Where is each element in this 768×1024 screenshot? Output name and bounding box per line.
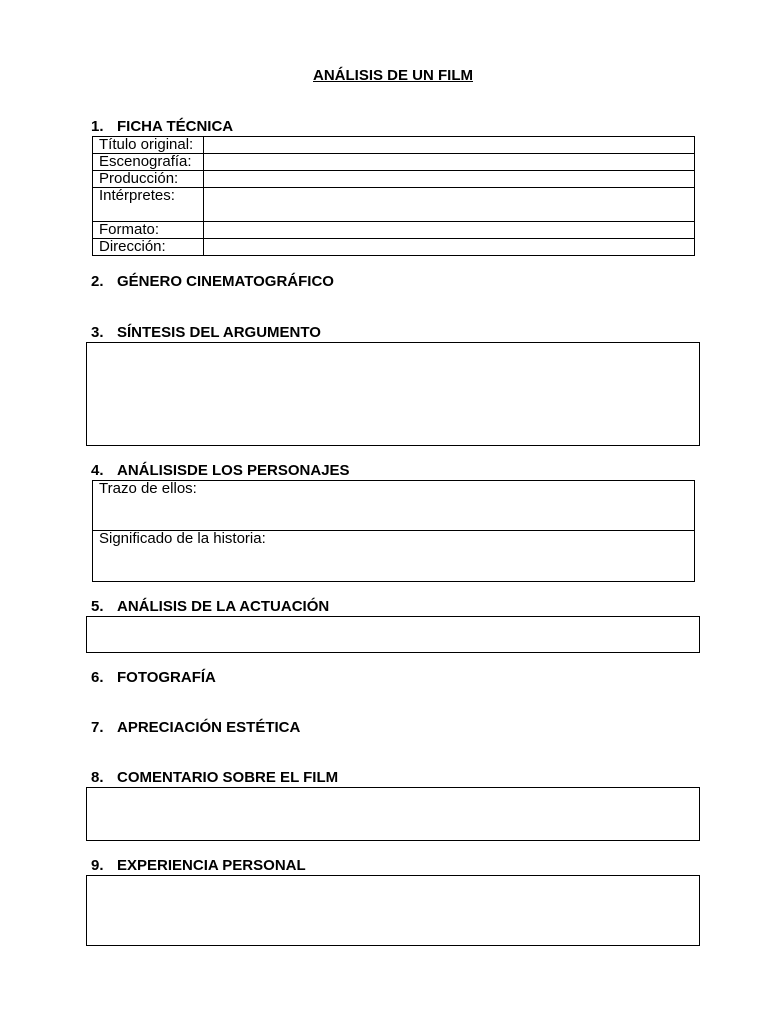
ficha-row-titulo-original — [93, 137, 695, 154]
ficha-row-produccion — [93, 171, 695, 188]
section-label: COMENTARIO SOBRE EL FILM — [117, 769, 339, 786]
ficha-tecnica-table — [92, 136, 695, 256]
ficha-row-formato — [93, 222, 695, 239]
ficha-value-field[interactable] — [204, 222, 695, 239]
ficha-label: Dirección: — [93, 239, 204, 256]
ficha-row-interpretes — [93, 188, 695, 222]
ficha-label: Escenografía: — [93, 154, 204, 171]
ficha-row-direccion — [93, 239, 695, 256]
section-label: EXPERIENCIA PERSONAL — [117, 857, 306, 874]
section-heading-comentario — [91, 769, 338, 786]
section-label: FICHA TÉCNICA — [117, 118, 234, 135]
ficha-value-field[interactable] — [204, 188, 695, 222]
section-number: 1. — [91, 118, 104, 135]
section-number: 7. — [91, 719, 104, 736]
ficha-value-field[interactable] — [204, 171, 695, 188]
ficha-label: Intérpretes: — [93, 188, 204, 222]
ficha-value-field[interactable] — [204, 154, 695, 171]
section-heading-actuacion — [91, 598, 329, 615]
section-label: APRECIACIÓN ESTÉTICA — [117, 719, 301, 736]
section-number: 3. — [91, 324, 104, 341]
section-number: 2. — [91, 273, 104, 290]
section-label: FOTOGRAFÍA — [117, 669, 216, 686]
section-heading-ficha-tecnica — [91, 118, 233, 135]
section-number: 9. — [91, 857, 104, 874]
experiencia-text-box[interactable] — [86, 875, 700, 946]
ficha-value-field[interactable] — [204, 239, 695, 256]
significado-field[interactable] — [93, 531, 694, 581]
section-heading-experiencia — [91, 857, 306, 874]
section-heading-sintesis — [91, 324, 321, 341]
document-title: ANÁLISIS DE UN FILM — [313, 67, 473, 84]
actuacion-text-box[interactable] — [86, 616, 700, 653]
section-number: 6. — [91, 669, 104, 686]
significado-label: Significado de la historia: — [99, 530, 266, 547]
sintesis-text-box[interactable] — [86, 342, 700, 446]
ficha-label: Título original: — [93, 137, 204, 154]
section-label: SÍNTESIS DEL ARGUMENTO — [117, 324, 321, 341]
section-heading-genero — [91, 273, 334, 290]
section-number: 4. — [91, 462, 104, 479]
section-number: 5. — [91, 598, 104, 615]
personajes-table — [92, 480, 695, 582]
section-heading-personajes — [91, 462, 350, 479]
ficha-label: Formato: — [93, 222, 204, 239]
section-label: ANÁLISISDE LOS PERSONAJES — [117, 462, 350, 479]
section-label: ANÁLISIS DE LA ACTUACIÓN — [117, 598, 330, 615]
section-label: GÉNERO CINEMATOGRÁFICO — [117, 273, 334, 290]
section-heading-fotografia — [91, 669, 216, 686]
comentario-text-box[interactable] — [86, 787, 700, 841]
section-number: 8. — [91, 769, 104, 786]
ficha-label: Producción: — [93, 171, 204, 188]
trazo-field[interactable] — [93, 481, 694, 531]
trazo-label: Trazo de ellos: — [99, 480, 197, 497]
ficha-value-field[interactable] — [204, 137, 695, 154]
ficha-row-escenografia — [93, 154, 695, 171]
section-heading-apreciacion — [91, 719, 300, 736]
